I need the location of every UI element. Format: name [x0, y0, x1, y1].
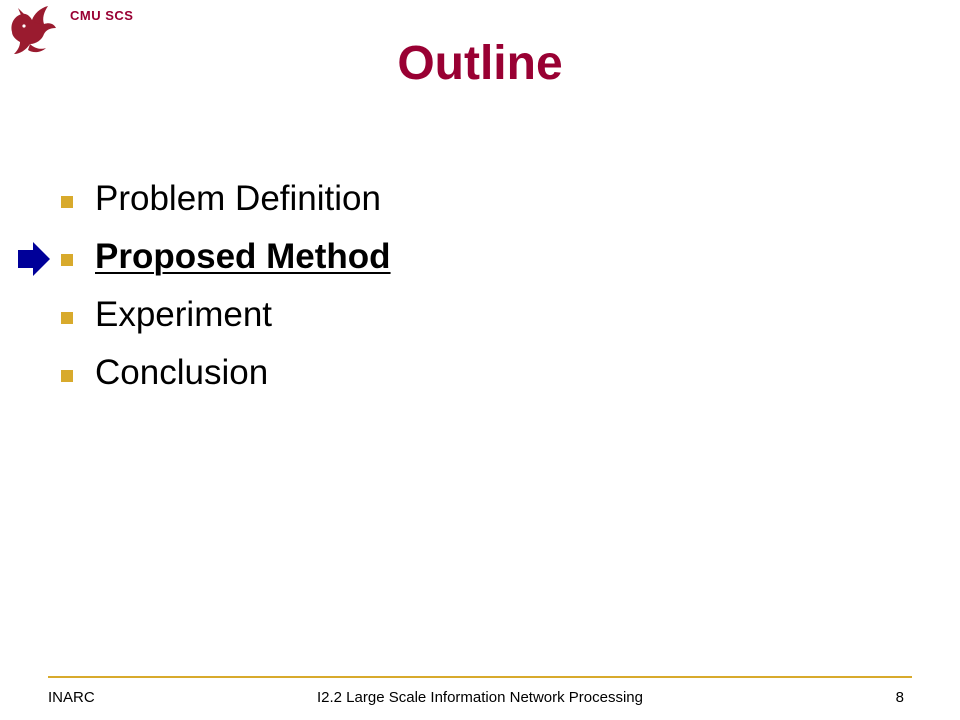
outline-item-label: Problem Definition [95, 179, 381, 218]
page-number: 8 [895, 689, 904, 706]
footer-title: I2.2 Large Scale Information Network Processing [317, 689, 643, 706]
outline-item-label-current: Proposed Method [95, 237, 391, 276]
outline-item-label: Experiment [95, 295, 273, 334]
slide-title: Outline [397, 37, 563, 90]
footer-divider [48, 676, 912, 678]
square-bullet-icon [61, 370, 73, 382]
outline-item-label: Conclusion [95, 353, 269, 392]
square-bullet-icon [61, 312, 73, 324]
square-bullet-icon [61, 254, 73, 266]
outline-item-conclusion [0, 350, 600, 400]
outline-item-experiment [0, 292, 600, 342]
org-label: CMU SCS [70, 8, 134, 23]
outline-item-problem-definition [0, 176, 600, 226]
outline-item-proposed-method [0, 234, 600, 284]
square-bullet-icon [61, 196, 73, 208]
right-arrow-icon [17, 241, 51, 277]
footer-left-text: INARC [48, 689, 95, 706]
